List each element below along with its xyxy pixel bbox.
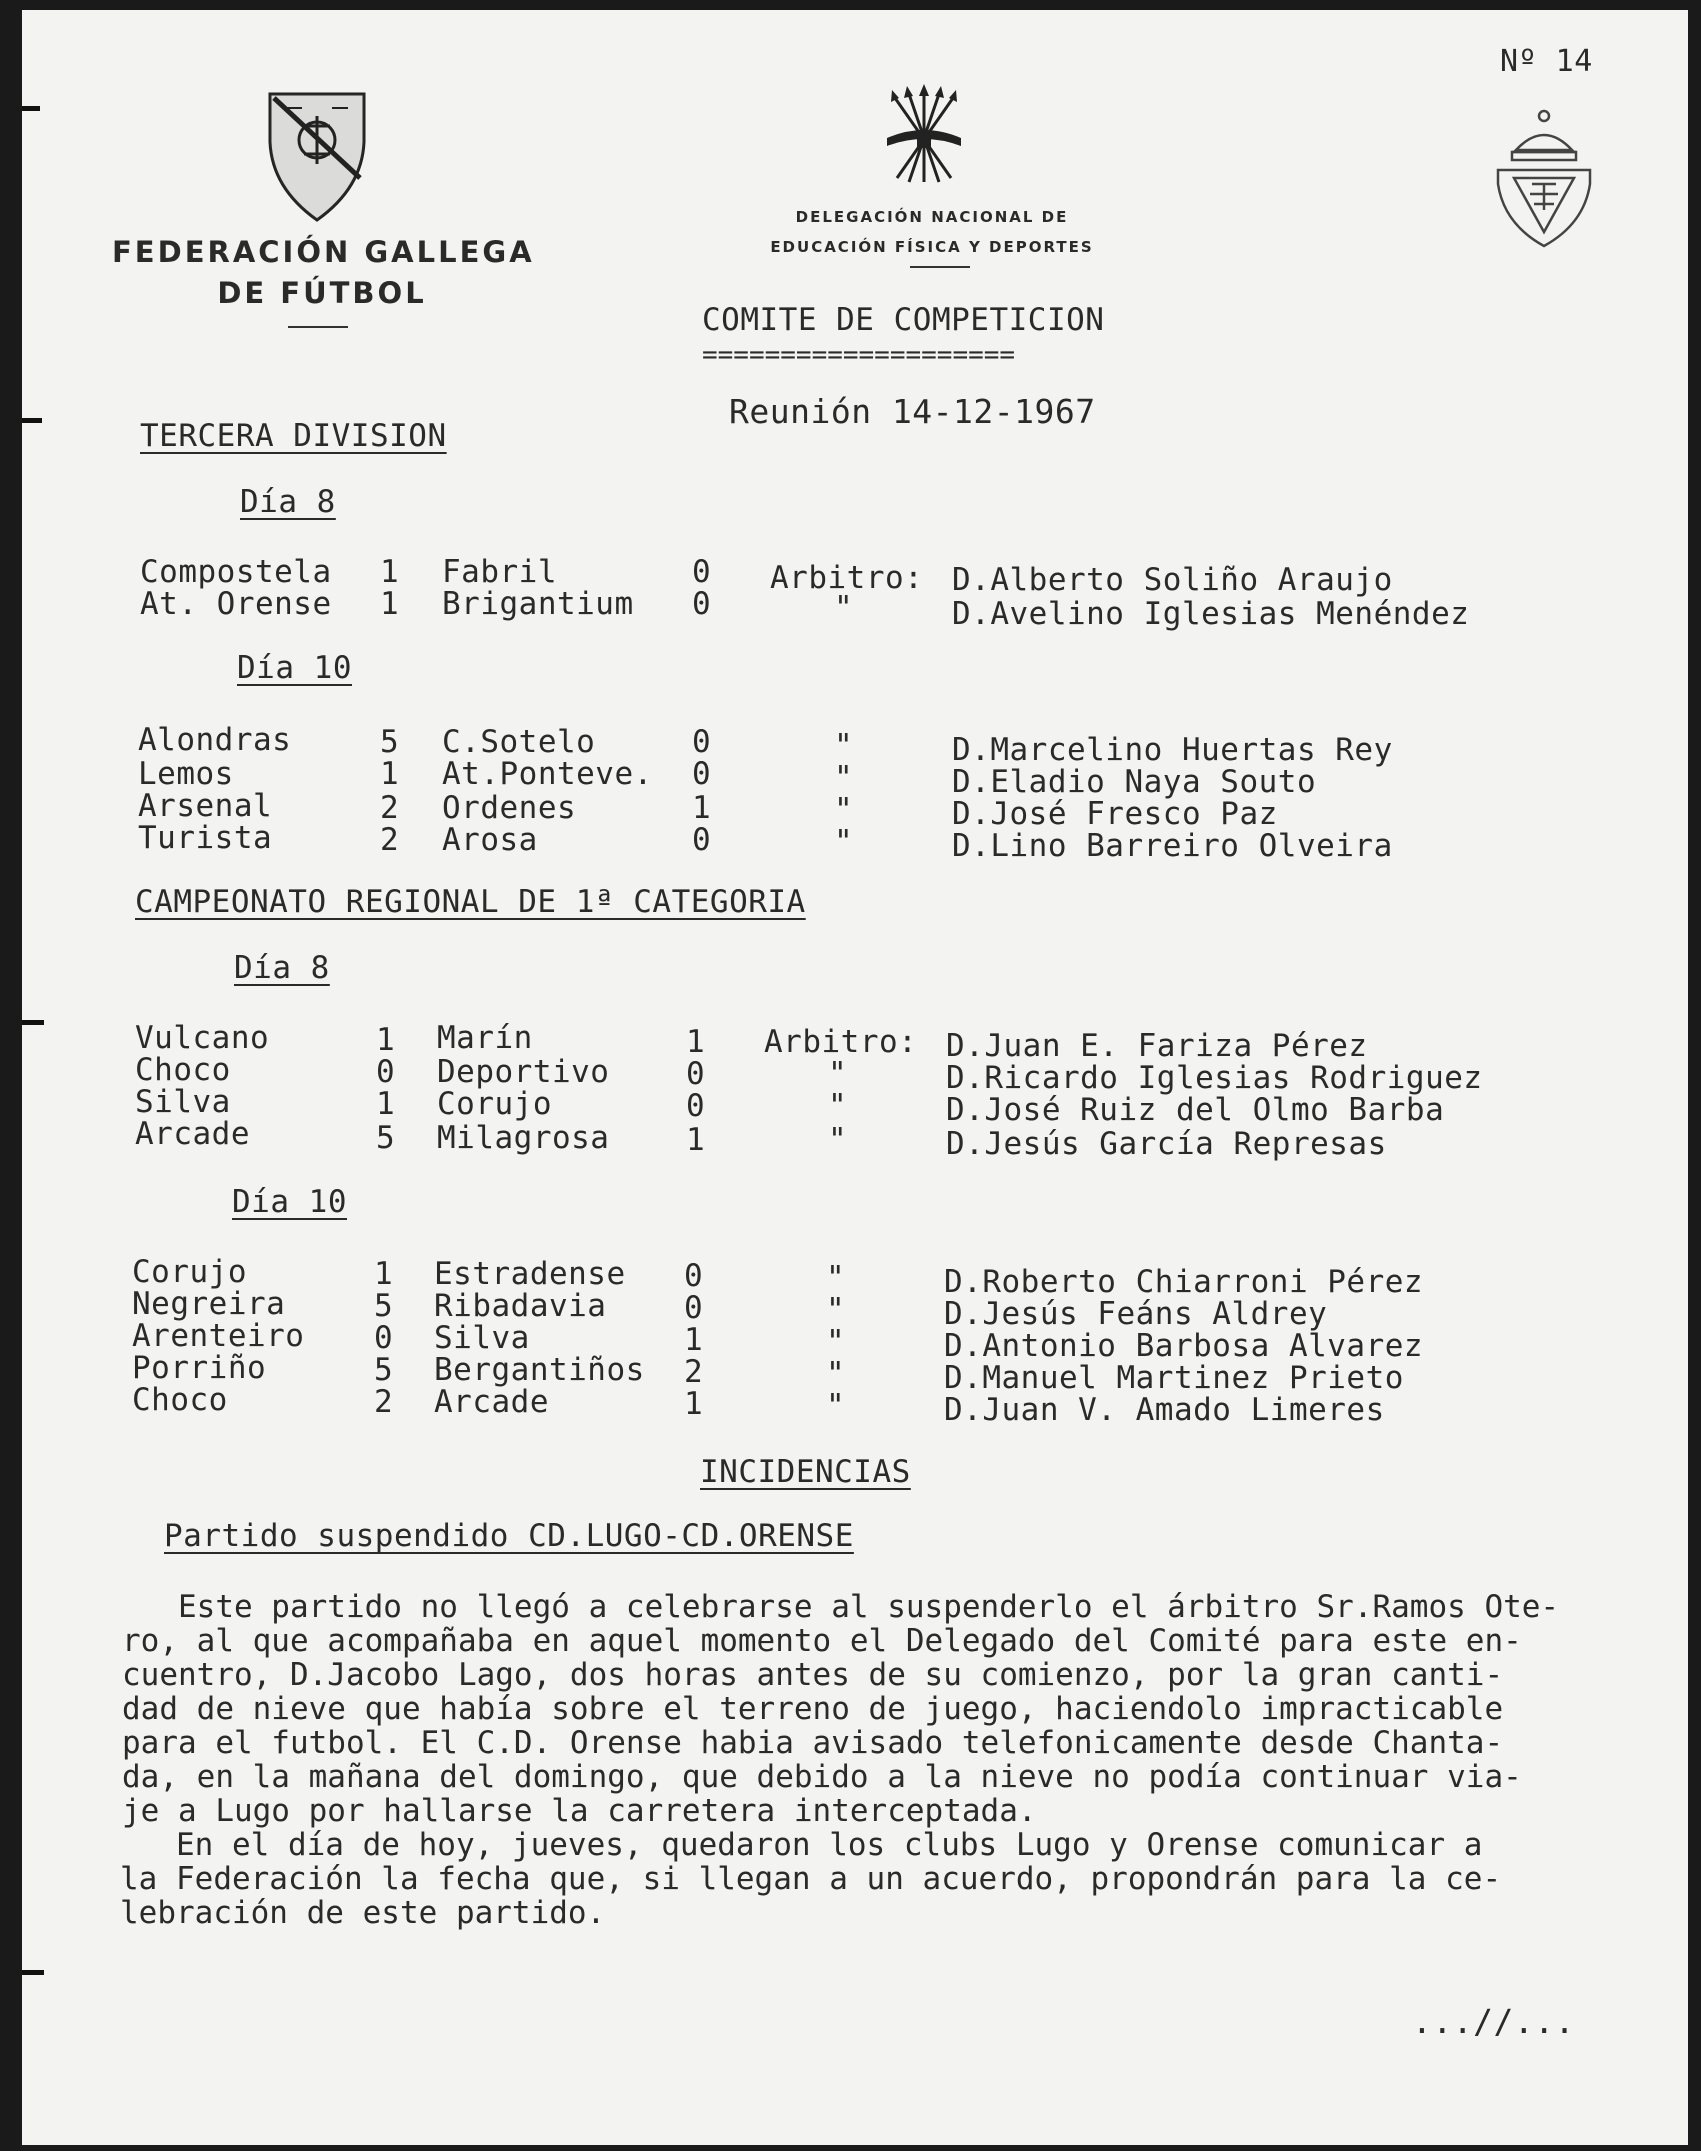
paragraph-line: da, en la mañana del domingo, que debido a la nieve no podía continuar via- (122, 1759, 1522, 1795)
federation-rule (288, 326, 348, 328)
home-score: 5 (376, 1120, 396, 1156)
referee-name: D.Jesús Feáns Aldrey (944, 1296, 1328, 1332)
away-team: Corujo (437, 1086, 552, 1122)
binder-mark (22, 1970, 44, 1975)
home-score: 2 (380, 790, 400, 826)
referee-name: D.Lino Barreiro Olveira (952, 828, 1393, 864)
referee-name: D.Eladio Naya Souto (952, 764, 1317, 800)
paragraph-line: je a Lugo por hallarse la carretera interceptada. (122, 1793, 1037, 1829)
home-team: Arcade (135, 1116, 250, 1152)
home-score: 0 (376, 1054, 396, 1090)
away-score: 0 (684, 1290, 704, 1326)
home-team: Turista (138, 820, 273, 856)
referee-label: " (834, 792, 854, 828)
regional-day10-label: Día 10 (232, 1184, 347, 1220)
yoke-arrows-emblem-icon (879, 82, 969, 198)
away-score: 1 (686, 1024, 706, 1060)
home-team: Choco (135, 1052, 231, 1088)
home-score: 2 (380, 822, 400, 858)
referee-label: " (826, 1388, 846, 1424)
referee-label: " (834, 824, 854, 860)
home-team: Negreira (132, 1286, 286, 1322)
binder-mark (22, 1020, 44, 1025)
paragraph-line: Este partido no llegó a celebrarse al suspenderlo el árbitro Sr.Ramos Ote- (122, 1589, 1560, 1625)
away-team: Silva (434, 1320, 530, 1356)
tercera-day10-label: Día 10 (237, 650, 352, 686)
away-score: 1 (684, 1386, 704, 1422)
referee-label: " (834, 728, 854, 764)
continuation-mark: ...//... (1412, 2002, 1575, 2041)
home-team: Choco (132, 1382, 228, 1418)
referee-name: D.Alberto Soliño Araujo (952, 562, 1393, 598)
home-score: 1 (380, 586, 400, 622)
away-score: 1 (686, 1122, 706, 1158)
delegation-line2: EDUCACIÓN FÍSICA Y DEPORTES (770, 238, 1094, 256)
paragraph-line: lebración de este partido. (120, 1895, 606, 1931)
referee-label: " (826, 1324, 846, 1360)
away-score: 0 (686, 1088, 706, 1124)
away-team: Estradense (434, 1256, 626, 1292)
incidencias-subtitle: Partido suspendido CD.LUGO-CD.ORENSE (164, 1518, 854, 1554)
home-team: Silva (135, 1084, 231, 1120)
away-score: 0 (692, 756, 712, 792)
delegation-rule (910, 266, 970, 268)
away-team: At.Ponteve. (442, 756, 653, 792)
incidencias-title: INCIDENCIAS (700, 1454, 911, 1490)
home-team: Porriño (132, 1350, 267, 1386)
referee-name: D.José Ruiz del Olmo Barba (946, 1092, 1445, 1128)
home-team: Compostela (140, 554, 332, 590)
home-team: Arenteiro (132, 1318, 305, 1354)
away-score: 0 (684, 1258, 704, 1294)
home-score: 1 (376, 1086, 396, 1122)
away-score: 0 (692, 554, 712, 590)
committee-title: COMITE DE COMPETICION (702, 302, 1105, 338)
regional-day8-label: Día 8 (234, 950, 330, 986)
referee-name: D.José Fresco Paz (952, 796, 1278, 832)
home-team: Lemos (138, 756, 234, 792)
home-team: Arsenal (138, 788, 273, 824)
tercera-division-title: TERCERA DIVISION (140, 418, 447, 454)
home-score: 1 (374, 1256, 394, 1292)
referee-label: " (826, 1260, 846, 1296)
referee-name: D.Antonio Barbosa Alvarez (944, 1328, 1424, 1364)
tercera-day8-label: Día 8 (240, 484, 336, 520)
away-team: Deportivo (437, 1054, 610, 1090)
referee-label: " (828, 1056, 848, 1092)
federation-shield-icon (266, 88, 368, 224)
away-team: Fabril (442, 554, 557, 590)
referee-name: D.Avelino Iglesias Menéndez (952, 596, 1470, 632)
binder-mark (22, 106, 40, 111)
away-team: Arcade (434, 1384, 549, 1420)
referee-label: " (826, 1292, 846, 1328)
away-team: Bergantiños (434, 1352, 645, 1388)
home-score: 1 (376, 1022, 396, 1058)
referee-label: " (834, 590, 854, 626)
paragraph-line: En el día de hoy, jueves, quedaron los clubs Lugo y Orense comunicar a (120, 1827, 1483, 1863)
referee-label: Arbitro: (764, 1024, 918, 1060)
referee-label: Arbitro: (770, 560, 924, 596)
home-score: 1 (380, 756, 400, 792)
referee-label: " (834, 760, 854, 796)
away-score: 1 (692, 790, 712, 826)
referee-name: D.Manuel Martinez Prieto (944, 1360, 1404, 1396)
referee-label: " (826, 1356, 846, 1392)
away-score: 0 (692, 724, 712, 760)
away-team: Brigantium (442, 586, 634, 622)
committee-title-rule: ==================== (702, 340, 1016, 370)
meeting-date: Reunión 14-12-1967 (729, 392, 1096, 431)
referee-label: " (828, 1122, 848, 1158)
delegation-line1: DELEGACIÓN NACIONAL DE (795, 208, 1069, 226)
referee-name: D.Juan E. Fariza Pérez (946, 1028, 1368, 1064)
binder-mark (22, 418, 42, 423)
away-score: 1 (684, 1322, 704, 1358)
home-team: Alondras (138, 722, 292, 758)
referee-name: D.Marcelino Huertas Rey (952, 732, 1393, 768)
home-score: 5 (374, 1352, 394, 1388)
home-score: 1 (380, 554, 400, 590)
home-score: 5 (380, 724, 400, 760)
away-team: Milagrosa (437, 1120, 610, 1156)
away-score: 2 (684, 1354, 704, 1390)
away-score: 0 (692, 586, 712, 622)
regional-title: CAMPEONATO REGIONAL DE 1ª CATEGORIA (135, 884, 806, 920)
away-score: 0 (686, 1056, 706, 1092)
document-page (22, 10, 1688, 2145)
away-team: Arosa (442, 822, 538, 858)
referee-label: " (828, 1088, 848, 1124)
referee-name: D.Ricardo Iglesias Rodriguez (946, 1060, 1483, 1096)
paragraph-line: cuentro, D.Jacobo Lago, dos horas antes de su comienzo, por la gran canti- (122, 1657, 1504, 1693)
document-number: Nº 14 (1500, 44, 1593, 79)
home-score: 0 (374, 1320, 394, 1356)
paragraph-line: para el futbol. El C.D. Orense habia avisado telefonicamente desde Chanta- (122, 1725, 1504, 1761)
referee-name: D.Jesús García Represas (946, 1126, 1387, 1162)
paragraph-line: dad de nieve que había sobre el terreno de juego, haciendolo impracticable (122, 1691, 1504, 1727)
home-score: 5 (374, 1288, 394, 1324)
away-score: 0 (692, 822, 712, 858)
home-score: 2 (374, 1384, 394, 1420)
home-team: Vulcano (135, 1020, 270, 1056)
referee-name: D.Roberto Chiarroni Pérez (944, 1264, 1424, 1300)
away-team: C.Sotelo (442, 724, 596, 760)
royal-crest-icon (1492, 106, 1596, 252)
away-team: Marín (437, 1020, 533, 1056)
away-team: Ordenes (442, 790, 577, 826)
federation-name-line1: FEDERACIÓN GALLEGA (112, 235, 535, 269)
federation-name-line2: DE FÚTBOL (217, 276, 427, 310)
home-team: Corujo (132, 1254, 247, 1290)
paragraph-line: la Federación la fecha que, si llegan a un acuerdo, propondrán para la ce- (120, 1861, 1502, 1897)
referee-name: D.Juan V. Amado Limeres (944, 1392, 1385, 1428)
away-team: Ribadavia (434, 1288, 607, 1324)
paragraph-line: ro, al que acompañaba en aquel momento el Delegado del Comité para este en- (122, 1623, 1522, 1659)
home-team: At. Orense (140, 586, 332, 622)
